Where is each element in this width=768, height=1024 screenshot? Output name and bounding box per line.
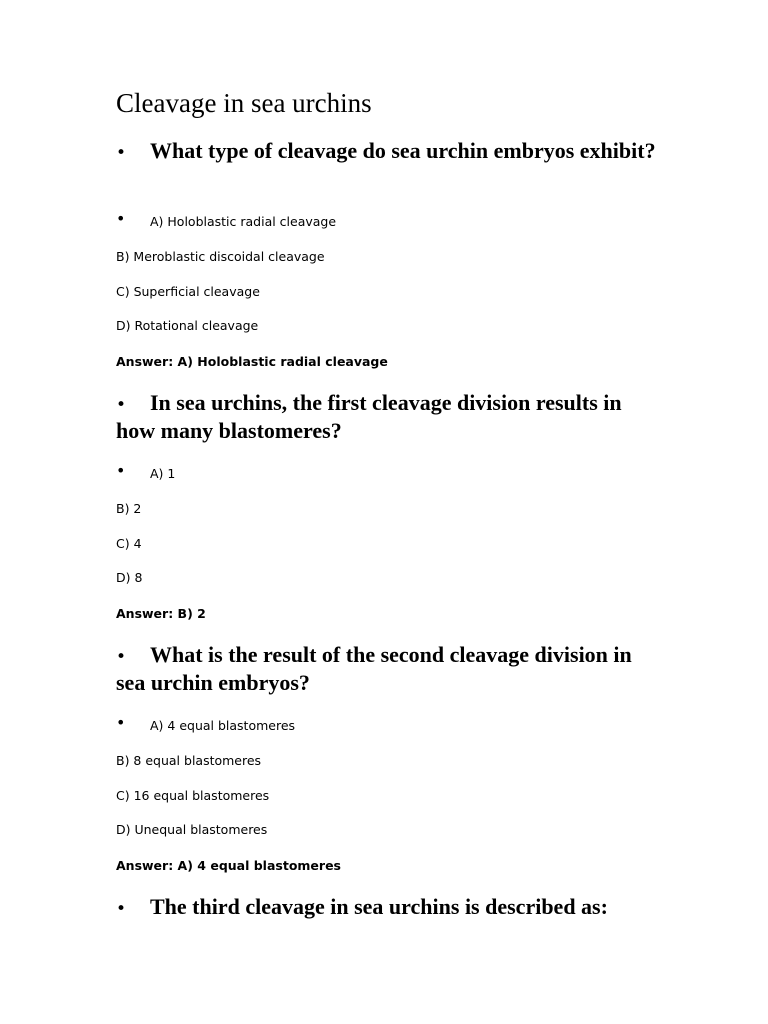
question-3-answer: Answer: A) 4 equal blastomeres [116,858,341,873]
question-2-option-b: B) 2 [116,501,142,516]
option-text: A) Holoblastic radial cleavage [150,214,337,229]
question-1-option-b: B) Meroblastic discoidal cleavage [116,249,325,264]
bullet-icon: • [116,461,126,480]
question-2-option-c: C) 4 [116,536,142,551]
question-3-option-a [116,713,296,735]
bullet-icon: • [116,143,127,163]
question-3-option-b: B) 8 equal blastomeres [116,753,262,768]
question-3-text: What is the result of the second cleavage division in sea urchin embryos? [116,642,632,695]
question-1-heading [116,138,661,166]
question-3-option-c: C) 16 equal blastomeres [116,788,270,803]
question-2-heading [116,390,661,443]
bullet-icon: • [116,899,127,919]
option-text: A) 1 [150,466,176,481]
question-3-option-d: D) Unequal blastomeres [116,822,268,837]
bullet-icon: • [116,647,127,667]
question-4-text: The third cleavage in sea urchins is described as: [150,894,608,919]
question-2-option-a [116,461,176,483]
question-1-option-d: D) Rotational cleavage [116,318,259,333]
question-2-text: In sea urchins, the first cleavage division results in how many blastomeres? [116,390,622,443]
bullet-icon: • [116,209,126,228]
bullet-icon: • [116,395,127,415]
question-1-option-c: C) Superficial cleavage [116,284,260,299]
question-1-option-a [116,209,337,231]
question-3-heading [116,642,661,695]
document-title: Cleavage in sea urchins [116,88,372,118]
question-4-heading [116,894,661,922]
question-1-answer: Answer: A) Holoblastic radial cleavage [116,354,388,369]
option-text: A) 4 equal blastomeres [150,718,296,733]
bullet-icon: • [116,713,126,732]
question-2-option-d: D) 8 [116,570,143,585]
question-2-answer: Answer: B) 2 [116,606,206,621]
question-1-text: What type of cleavage do sea urchin embryos exhibit? [150,138,656,163]
